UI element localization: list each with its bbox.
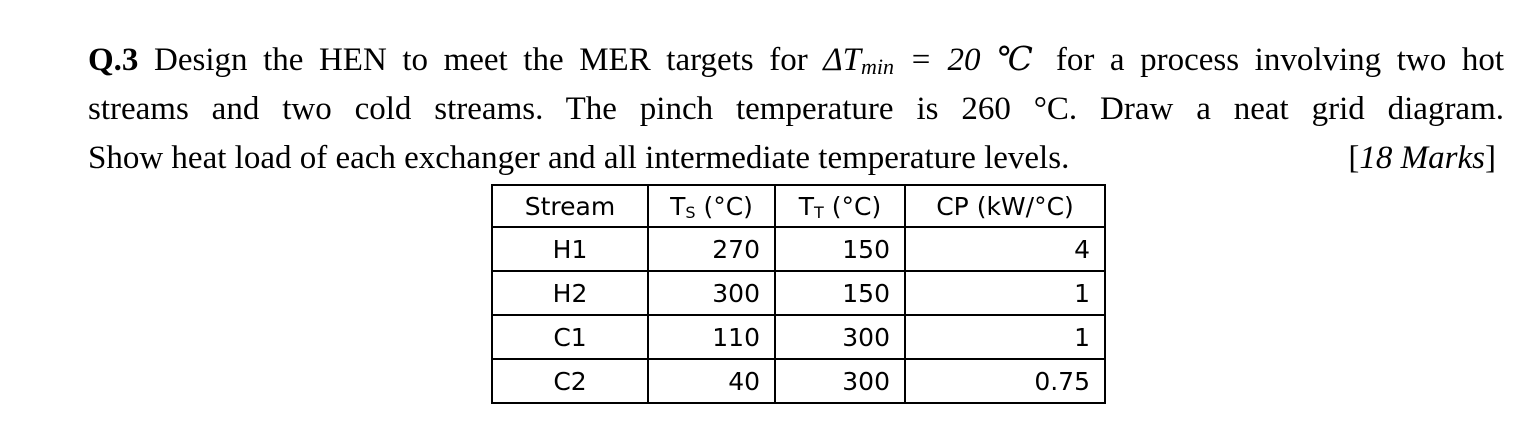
question-line-1 xyxy=(88,36,1504,85)
question-line-2: streams and two cold streams. The pinch temperature is 260 °C. Draw a neat grid diagram. xyxy=(88,91,1504,127)
target-temp: 150 xyxy=(775,227,905,271)
heat-capacity-flow: 1 xyxy=(905,315,1105,359)
stream-name: C1 xyxy=(492,315,648,359)
target-temp: 300 xyxy=(775,359,905,403)
stream-name: C2 xyxy=(492,359,648,403)
question-line-3-text: Show heat load of each exchanger and all intermediate temperature levels. xyxy=(88,140,1070,176)
delta-t-min: $\Delta T_{min} = 20$ ℃ xyxy=(823,42,1041,79)
marks-label: [18 Marks] xyxy=(1348,140,1496,176)
question-line-3 xyxy=(88,134,1504,183)
table-row xyxy=(492,359,1105,403)
stream-data-table xyxy=(491,184,1106,404)
table-row xyxy=(492,227,1105,271)
table-row xyxy=(492,271,1105,315)
heat-capacity-flow: 0.75 xyxy=(905,359,1105,403)
table-header-row xyxy=(492,185,1105,227)
supply-temp: 110 xyxy=(648,315,775,359)
question-text xyxy=(88,36,1504,183)
supply-temp: 270 xyxy=(648,227,775,271)
stream-name: H1 xyxy=(492,227,648,271)
heat-capacity-flow: 4 xyxy=(905,227,1105,271)
stream-name: H2 xyxy=(492,271,648,315)
supply-temp: 300 xyxy=(648,271,775,315)
question-number: Q.3 xyxy=(88,42,139,78)
target-temp: 150 xyxy=(775,271,905,315)
header-target-temp: $T_T$ (°C) xyxy=(775,185,905,227)
table-row xyxy=(492,315,1105,359)
target-temp: 300 xyxy=(775,315,905,359)
question-line-1-pre: Design the HEN to meet the MER targets for xyxy=(154,42,808,78)
heat-capacity-flow: 1 xyxy=(905,271,1105,315)
header-stream: Stream xyxy=(492,185,648,227)
header-supply-temp: $T_S$ (°C) xyxy=(648,185,775,227)
header-cp: CP (kW/°C) xyxy=(905,185,1105,227)
question-line-1-post: for a process involving two hot xyxy=(1055,42,1504,78)
supply-temp: 40 xyxy=(648,359,775,403)
